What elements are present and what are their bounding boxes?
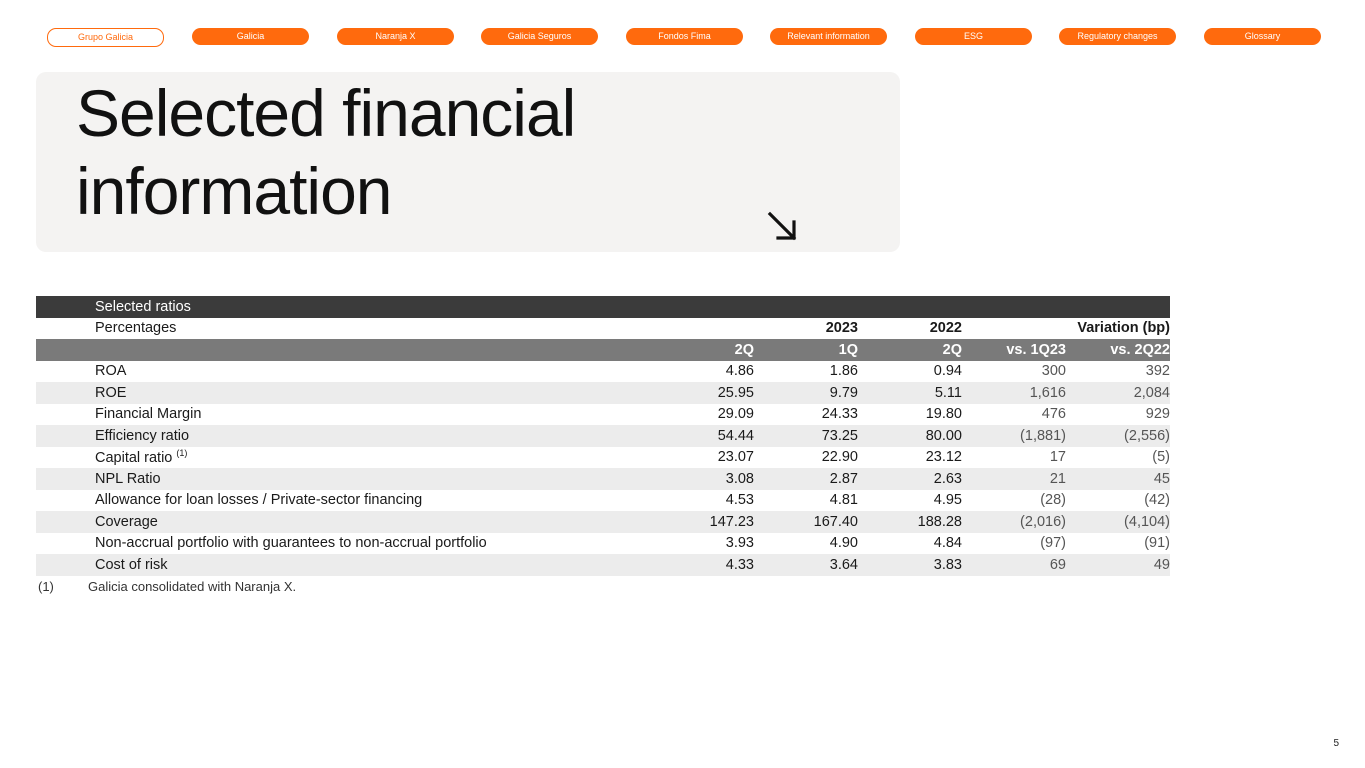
table-row	[36, 468, 1170, 490]
table-cell: 1,616	[962, 382, 1066, 404]
nav-tab-grupo-galicia[interactable]: Grupo Galicia	[47, 28, 164, 47]
row-label	[36, 361, 634, 383]
footnote-marker: (1)	[38, 579, 54, 594]
table-cell: 4.53	[725, 492, 754, 509]
row-label-text: Coverage	[95, 513, 158, 530]
nav-tab-fondos-fima[interactable]: Fondos Fima	[626, 28, 743, 45]
table-cell: 9.79	[754, 382, 858, 404]
row-label-text: Capital ratio	[95, 450, 177, 467]
table-cell: 0.94	[933, 363, 962, 380]
row-label-text: Allowance for loan losses / Private-sector financing	[95, 492, 423, 509]
title-panel	[36, 72, 900, 252]
footnote-text: Galicia consolidated with Naranja X.	[88, 579, 297, 594]
table-cell: 24.33	[821, 406, 858, 423]
period-header-row	[36, 339, 1170, 361]
table-cell: (97)	[1040, 535, 1066, 552]
selected-ratios-table	[36, 296, 1170, 576]
period-vs-2q22: vs. 2Q22	[1066, 339, 1170, 361]
table-cell: 23.12	[925, 449, 962, 466]
table-cell: 69	[962, 554, 1066, 576]
table-cell: 17	[1049, 449, 1066, 466]
table-cell: 25.95	[634, 382, 754, 404]
table-cell: 392	[1145, 363, 1170, 380]
period-vs-1q23: vs. 1Q23	[962, 339, 1066, 361]
table-cell: 300	[1041, 363, 1066, 380]
table-row	[36, 554, 1170, 576]
table-subtitle: Percentages	[95, 320, 177, 337]
table-cell: 2.87	[754, 468, 858, 490]
page-number: 5	[1333, 738, 1339, 749]
row-label	[36, 447, 634, 469]
table-cell: 3.93	[725, 535, 754, 552]
table-cell: 929	[1145, 406, 1170, 423]
table-cell: 4.81	[829, 492, 858, 509]
table-cell: 4.95	[933, 492, 962, 509]
table-cell: 3.08	[634, 468, 754, 490]
footnote-reference: (1)	[176, 448, 188, 459]
table-cell: 21	[962, 468, 1066, 490]
table-title: Selected ratios	[36, 296, 634, 318]
table-cell: 80.00	[858, 425, 962, 447]
table-cell: 4.86	[725, 363, 754, 380]
nav-tab-relevant-information[interactable]: Relevant information	[770, 28, 887, 45]
table-cell: (42)	[1144, 492, 1170, 509]
table-row	[36, 361, 1170, 383]
table-cell: 2,084	[1066, 382, 1170, 404]
year-2022-label: 2022	[929, 320, 962, 337]
table-cell: 167.40	[754, 511, 858, 533]
table-cell: 22.90	[821, 449, 858, 466]
page-title: Selected financial information	[76, 76, 576, 228]
nav-tab-galicia[interactable]: Galicia	[192, 28, 309, 45]
table-cell: 23.07	[717, 449, 754, 466]
table-title-row	[36, 296, 1170, 318]
table-cell: (1,881)	[962, 425, 1066, 447]
row-label	[36, 404, 634, 426]
table-cell: 4.33	[634, 554, 754, 576]
nav-tab-naranja-x[interactable]: Naranja X	[337, 28, 454, 45]
table-row	[36, 447, 1170, 469]
nav-tab-glossary[interactable]: Glossary	[1204, 28, 1321, 45]
row-label	[36, 511, 634, 533]
table-cell: 476	[1041, 406, 1066, 423]
row-label	[36, 382, 634, 404]
row-label	[36, 468, 634, 490]
table-cell: 54.44	[634, 425, 754, 447]
table-cell: 29.09	[717, 406, 754, 423]
table-cell: (5)	[1152, 449, 1170, 466]
table-cell: (2,016)	[962, 511, 1066, 533]
row-label-text: NPL Ratio	[95, 470, 161, 487]
table-cell: 4.84	[933, 535, 962, 552]
table-cell: 19.80	[925, 406, 962, 423]
table-cell: 188.28	[858, 511, 962, 533]
table-cell: 5.11	[858, 382, 962, 404]
row-label	[36, 490, 634, 512]
table-header-row	[36, 318, 1170, 340]
arrow-down-right-icon	[766, 210, 800, 244]
row-label-text: Non-accrual portfolio with guarantees to non-accrual portfolio	[95, 535, 487, 552]
table-cell: 3.64	[754, 554, 858, 576]
table-cell: 4.90	[829, 535, 858, 552]
row-label-text: ROA	[95, 363, 127, 380]
table-cell: 49	[1066, 554, 1170, 576]
row-label-text: Financial Margin	[95, 406, 202, 423]
table-cell: (91)	[1144, 535, 1170, 552]
period-2q22: 2Q	[858, 339, 962, 361]
period-2q23: 2Q	[634, 339, 754, 361]
row-label-text: Cost of risk	[95, 556, 168, 573]
table-cell: (4,104)	[1066, 511, 1170, 533]
period-1q23: 1Q	[754, 339, 858, 361]
table-cell: (28)	[1040, 492, 1066, 509]
table-row	[36, 404, 1170, 426]
row-label	[36, 533, 634, 555]
row-label	[36, 554, 634, 576]
row-label-text: ROE	[95, 384, 127, 401]
table-cell: 1.86	[829, 363, 858, 380]
nav-tab-esg[interactable]: ESG	[915, 28, 1032, 45]
table-cell: 73.25	[754, 425, 858, 447]
top-navigation	[47, 28, 1321, 47]
table-cell: 45	[1066, 468, 1170, 490]
table-cell: (2,556)	[1066, 425, 1170, 447]
row-label-text: Efficiency ratio	[95, 427, 190, 444]
table-cell: 3.83	[858, 554, 962, 576]
table-row	[36, 490, 1170, 512]
table-row	[36, 425, 1170, 447]
table-row	[36, 511, 1170, 533]
year-2023-label: 2023	[825, 320, 858, 337]
table-cell: 147.23	[634, 511, 754, 533]
nav-tab-regulatory-changes[interactable]: Regulatory changes	[1059, 28, 1176, 45]
table-row	[36, 382, 1170, 404]
nav-tab-galicia-seguros[interactable]: Galicia Seguros	[481, 28, 598, 45]
variation-label: Variation (bp)	[1077, 320, 1170, 337]
table-cell: 2.63	[858, 468, 962, 490]
table-row	[36, 533, 1170, 555]
row-label	[36, 425, 634, 447]
